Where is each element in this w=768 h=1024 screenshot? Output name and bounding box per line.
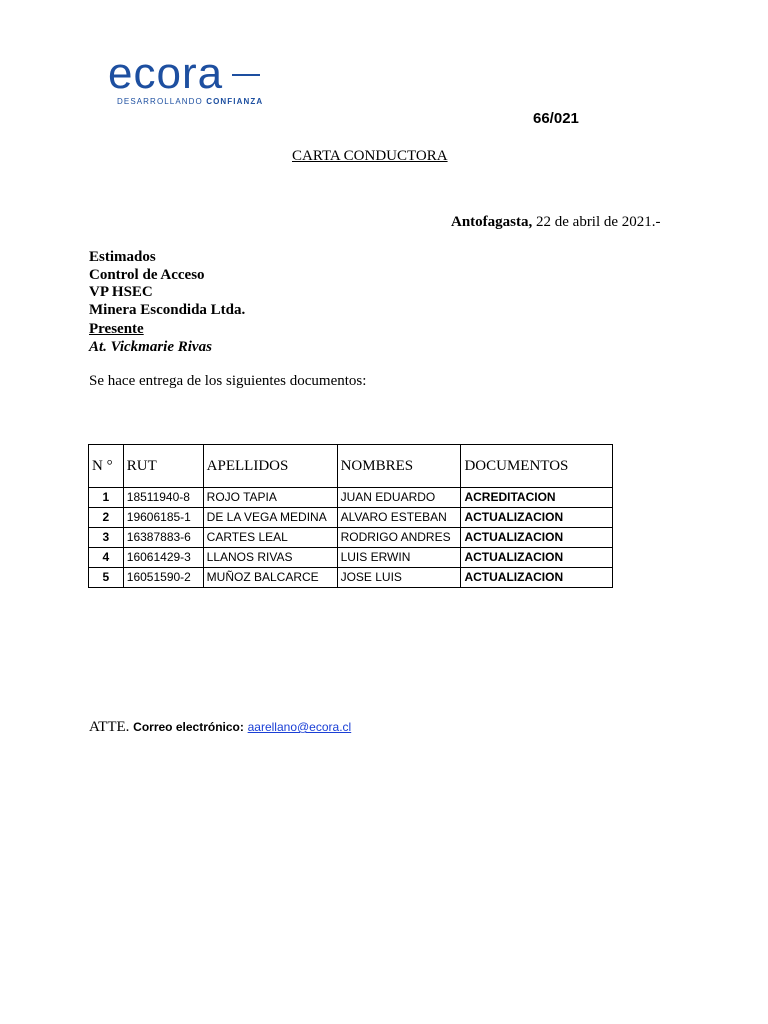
- table-row: [89, 508, 613, 528]
- recipient-line-4: Minera Escondida Ltda.: [89, 302, 246, 318]
- logo-dash-icon: [232, 74, 260, 78]
- header-documentos: DOCUMENTOS: [461, 445, 613, 488]
- row-number: 5: [89, 568, 124, 588]
- table-header-row: [89, 445, 613, 488]
- email-label: Correo electrónico:: [133, 720, 244, 734]
- row-apellidos: CARTES LEAL: [203, 528, 337, 548]
- row-rut: 16051590-2: [123, 568, 203, 588]
- row-documento: ACTUALIZACION: [461, 508, 613, 528]
- header-rut: RUT: [123, 445, 203, 488]
- logo-wordmark: ecora: [108, 49, 224, 98]
- table-row: [89, 548, 613, 568]
- closing-line: [89, 719, 351, 736]
- document-number: 66/021: [533, 110, 579, 127]
- recipient-line-1: Estimados: [89, 249, 156, 265]
- row-nombres: ALVARO ESTEBAN: [337, 508, 461, 528]
- row-documento: ACTUALIZACION: [461, 548, 613, 568]
- row-number: 3: [89, 528, 124, 548]
- closing-atte: ATTE.: [89, 719, 130, 735]
- date-text: 22 de abril de 2021.-: [536, 214, 661, 230]
- row-nombres: JUAN EDUARDO: [337, 488, 461, 508]
- recipient-line-2: Control de Acceso: [89, 267, 205, 283]
- row-apellidos: LLANOS RIVAS: [203, 548, 337, 568]
- header-apellidos: APELLIDOS: [203, 445, 337, 488]
- row-apellidos: ROJO TAPIA: [203, 488, 337, 508]
- row-nombres: LUIS ERWIN: [337, 548, 461, 568]
- row-number: 4: [89, 548, 124, 568]
- recipient-line-5: Presente: [89, 321, 144, 337]
- table-row: [89, 568, 613, 588]
- intro-text: Se hace entrega de los siguientes documentos:: [89, 373, 367, 389]
- email-link[interactable]: aarellano@ecora.cl: [247, 720, 352, 734]
- letter-date: [451, 214, 661, 231]
- row-rut: 18511940-8: [123, 488, 203, 508]
- row-rut: 16387883-6: [123, 528, 203, 548]
- logo-tagline: DESARROLLANDO CONFIANZA: [117, 97, 264, 106]
- row-apellidos: DE LA VEGA MEDINA: [203, 508, 337, 528]
- header-number: N °: [89, 445, 124, 488]
- header-nombres: NOMBRES: [337, 445, 461, 488]
- row-rut: 19606185-1: [123, 508, 203, 528]
- row-documento: ACTUALIZACION: [461, 568, 613, 588]
- recipient-line-3: VP HSEC: [89, 284, 153, 300]
- table-row: [89, 528, 613, 548]
- row-rut: 16061429-3: [123, 548, 203, 568]
- company-logo: [108, 49, 268, 108]
- date-city: Antofagasta,: [451, 214, 533, 230]
- documents-table: [88, 444, 613, 588]
- letter-title: CARTA CONDUCTORA: [292, 148, 448, 164]
- row-nombres: RODRIGO ANDRES: [337, 528, 461, 548]
- recipient-attention: At. Vickmarie Rivas: [89, 339, 212, 355]
- row-apellidos: MUÑOZ BALCARCE: [203, 568, 337, 588]
- row-documento: ACTUALIZACION: [461, 528, 613, 548]
- row-number: 1: [89, 488, 124, 508]
- table-row: [89, 488, 613, 508]
- row-documento: ACREDITACION: [461, 488, 613, 508]
- row-number: 2: [89, 508, 124, 528]
- row-nombres: JOSE LUIS: [337, 568, 461, 588]
